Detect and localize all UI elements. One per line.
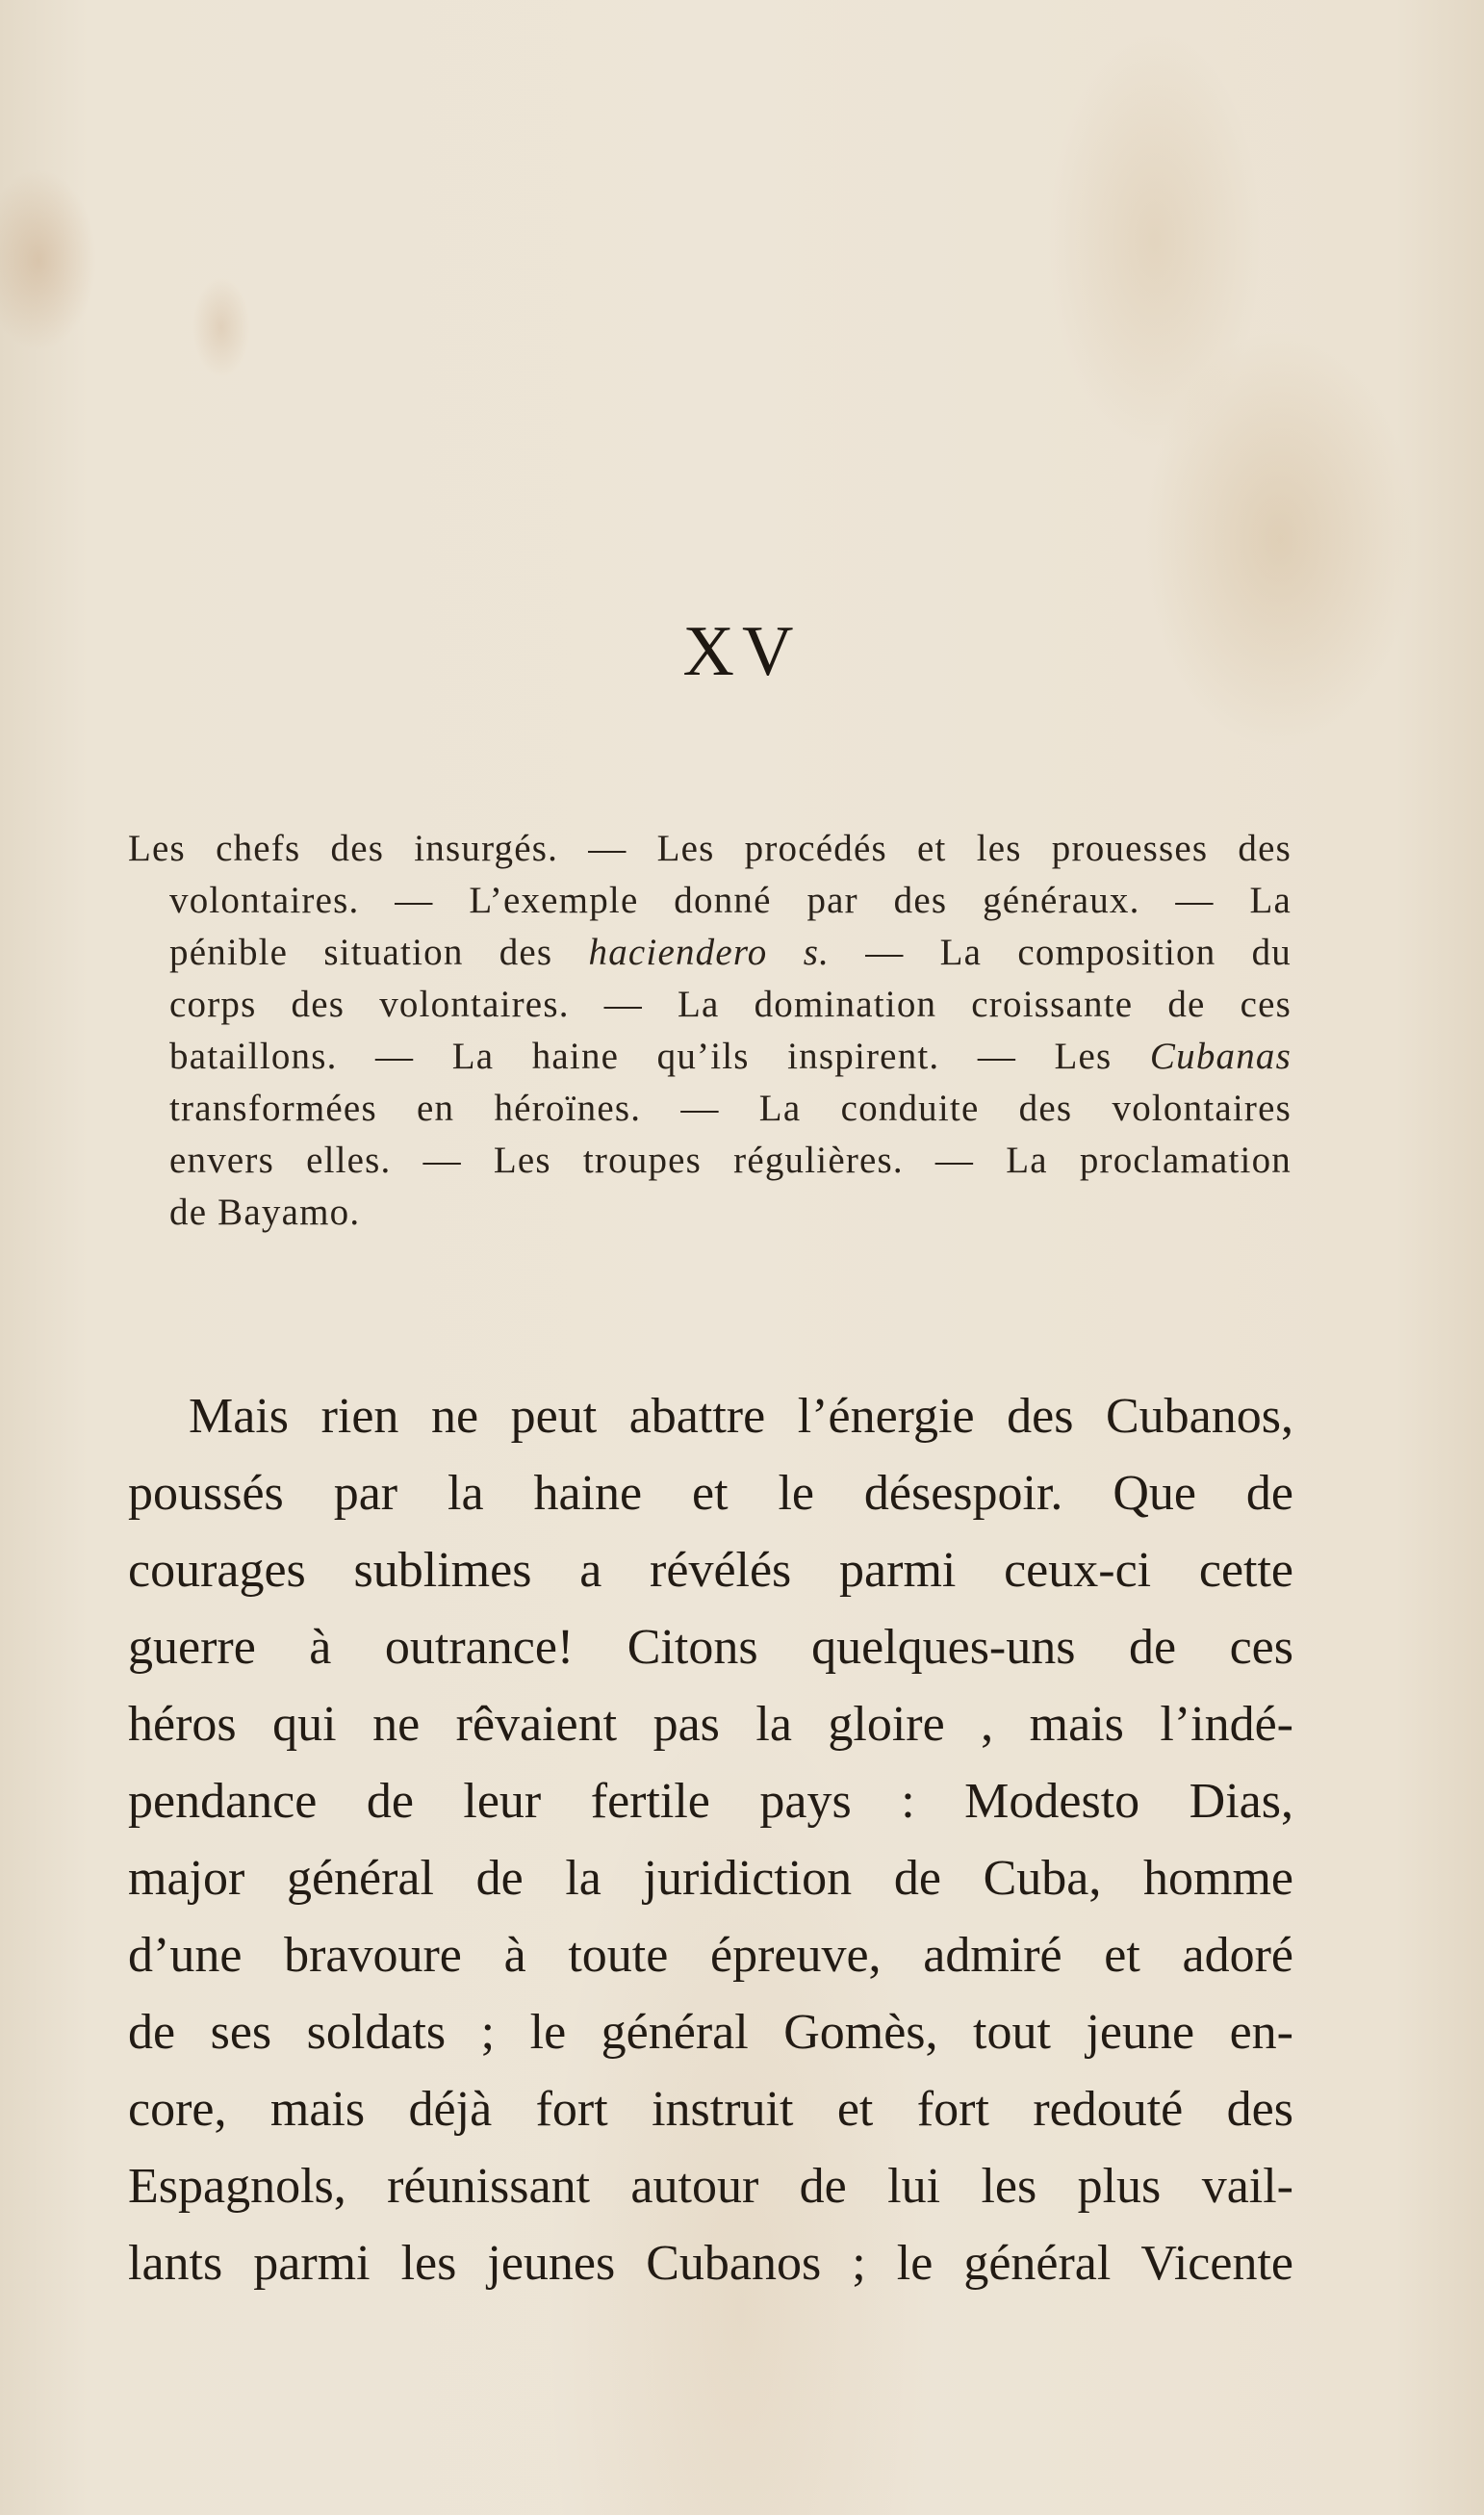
summary-line [128,1031,1292,1083]
summary-line: transformées en héroïnes. — La conduite des volontaires [169,1088,1292,1129]
body-line: héros qui ne rêvaient pas la gloire , mais l’indé- [128,1697,1293,1752]
body-line: Espagnols, réunissant autour de lui les plus vail- [128,2159,1293,2214]
summary-line: Les chefs des insurgés. — Les procédés et les prouesses des [128,828,1292,869]
summary-line: corps des volontaires. — La domination croissante de ces [169,984,1292,1025]
chapter-number: XV [682,612,802,691]
summary-line: de Bayamo. [169,1192,361,1233]
summary-line-text: — La composition du [830,932,1292,973]
summary-italic-term: haciendero s. [588,932,831,973]
body-line: courages sublimes a révélés parmi ceux-ci cette [128,1543,1293,1598]
body-line: pendance de leur fertile pays : Modesto Dias, [128,1774,1293,1829]
body-line: guerre à outrance! Citons quelques-uns de ces [128,1620,1293,1675]
body-line: major général de la juridiction de Cuba, homme [128,1851,1293,1906]
summary-line-text: pénible situation des [169,932,589,973]
body-line: de ses soldats ; le général Gomès, tout jeune en- [128,2005,1293,2060]
summary-line [128,927,1292,979]
summary-line: envers elles. — Les troupes régulières. — La proclamation [169,1140,1292,1181]
summary-line: volontaires. — L’exemple donné par des généraux. — La [169,880,1292,921]
body-line: lants parmi les jeunes Cubanos ; le général Vicente [128,2236,1293,2291]
body-paragraph [128,1378,1293,2302]
body-line: poussés par la haine et le désespoir. Que de [128,1466,1293,1521]
body-line: Mais rien ne peut abattre l’énergie des Cubanos, [189,1389,1293,1444]
summary-line-text: bataillons. — La haine qu’ils inspirent. — Les [169,1036,1150,1077]
summary-italic-term: Cubanas [1149,1036,1292,1077]
body-line: d’une bravoure à toute épreuve, admiré et adoré [128,1928,1293,1983]
chapter-summary [128,823,1292,1239]
body-line: core, mais déjà fort instruit et fort redouté des [128,2082,1293,2137]
